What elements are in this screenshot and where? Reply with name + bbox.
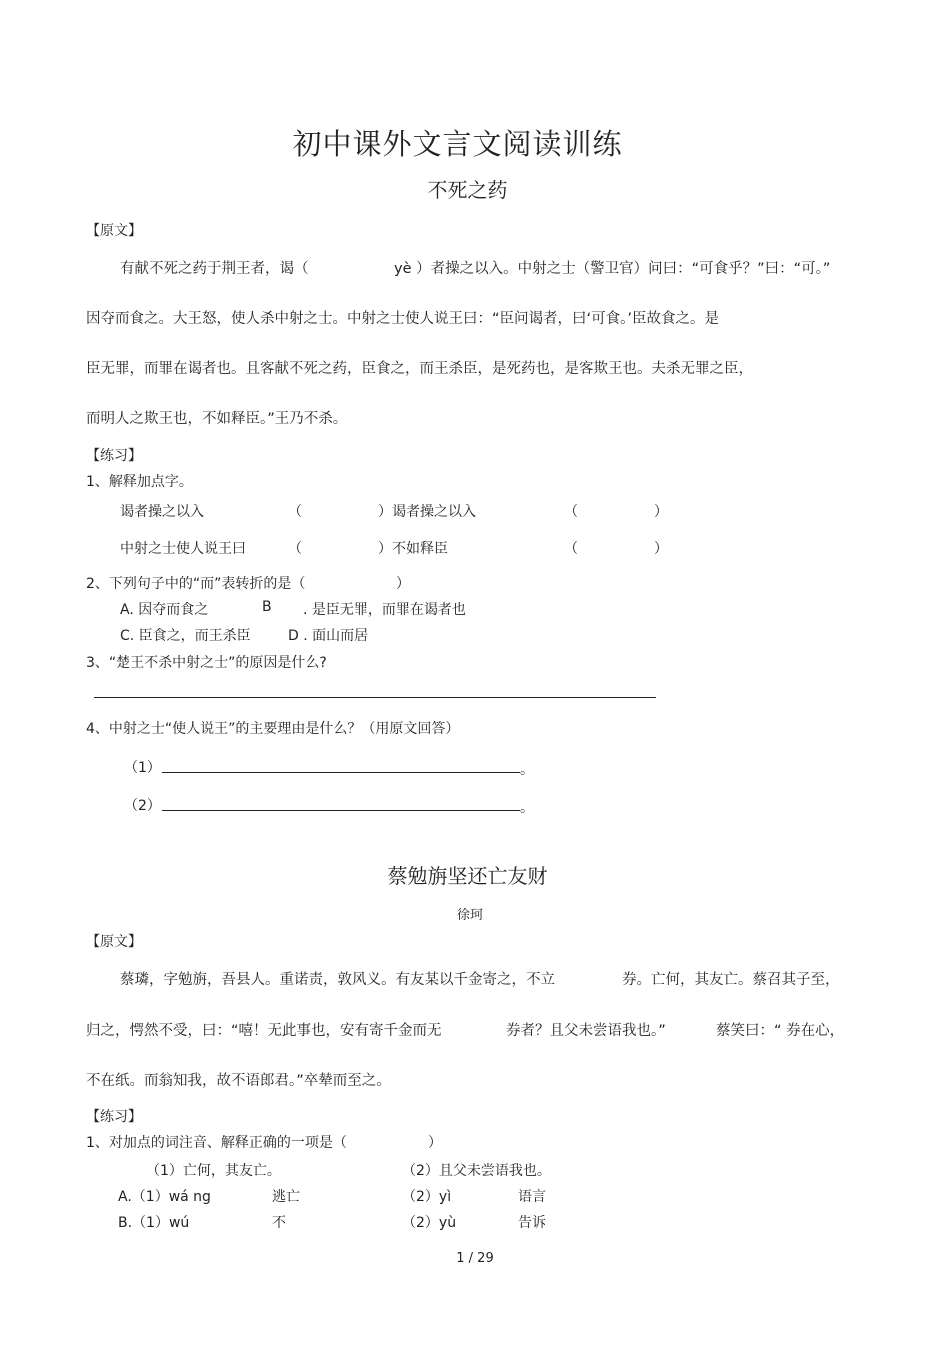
question-3: 3、“楚王不杀中射之士”的原因是什么? xyxy=(86,655,327,671)
answer-line[interactable] xyxy=(162,772,520,773)
answer-paren-open: （ xyxy=(288,541,302,557)
option-b-letter: B xyxy=(262,599,272,615)
paragraph-line: 归之，愕然不受，曰：“嘻！无此事也，安有寄千金而无 xyxy=(86,1023,442,1039)
option-b-meaning-2: 告诉 xyxy=(518,1215,546,1231)
paragraph-line: 券。亡何，其友亡。蔡召其子至， xyxy=(622,972,840,988)
q1-item: ）不如释臣 xyxy=(378,541,448,557)
option-b-part-2: （2）yù xyxy=(402,1215,457,1231)
answer-period: 。 xyxy=(520,762,534,778)
option-a-meaning-1: 逃亡 xyxy=(272,1189,300,1205)
question-1: 1、解释加点字。 xyxy=(86,474,193,490)
paragraph-line: 蔡笑曰：“ 券在心， xyxy=(716,1023,845,1039)
q1-item: （2）且父未尝语我也。 xyxy=(402,1163,551,1179)
paragraph-line: 臣无罪，而罪在谒者也。且客献不死之药，臣食之，而王杀臣，是死药也，是客欺王也。夫杀无罪之臣， xyxy=(86,361,753,377)
page-number: 1 / 29 xyxy=(456,1251,494,1266)
q1-item: 谒者操之以入 xyxy=(120,504,204,520)
section-title: 蔡勉旃坚还亡友财 xyxy=(387,864,548,888)
option-a: A.（1）wá ng xyxy=(118,1189,211,1205)
answer-paren-close: ） xyxy=(654,541,668,557)
option-a: A. 因夺而食之 xyxy=(120,602,209,618)
option-c: C. 臣食之，而王杀臣 xyxy=(120,628,251,644)
option-b: . 是臣无罪，而罪在谒者也 xyxy=(303,602,466,618)
q1-item: ）谒者操之以入 xyxy=(378,504,476,520)
answer-paren-close: ） xyxy=(428,1135,442,1151)
option-a-meaning-2: 语言 xyxy=(518,1189,546,1205)
answer-period: 。 xyxy=(520,800,534,816)
author: 徐珂 xyxy=(456,908,483,923)
answer-paren-open: （ xyxy=(564,504,578,520)
original-text-label: 【原文】 xyxy=(86,223,142,239)
option-b: B.（1）wú xyxy=(118,1215,190,1231)
paragraph-line: 券者？且父未尝语我也。” xyxy=(506,1023,666,1039)
paragraph-line: yè ）者操之以入。中射之士（警卫官）问曰：“可食乎？”曰：“可。” xyxy=(394,261,831,277)
section-title: 不死之药 xyxy=(427,178,508,202)
question-1: 1、对加点的词注音、解释正确的一项是（ xyxy=(86,1135,347,1151)
paragraph-line: 而明人之欺王也，不如释臣。”王乃不杀。 xyxy=(86,411,348,427)
paragraph-line: 因夺而食之。大王怒，使人杀中射之士。中射之士使人说王曰：“臣问谒者，曰‘可食。’臣故食之。是 xyxy=(86,311,719,327)
q1-item: 中射之士使人说王曰 xyxy=(120,541,246,557)
answer-line[interactable] xyxy=(94,697,656,698)
answer-paren-close: ） xyxy=(654,504,668,520)
paragraph-line: 不在纸。而翁知我，故不语郎君。”卒辇而至之。 xyxy=(86,1073,391,1089)
paragraph-line: 有献不死之药于荆王者，谒（ xyxy=(120,261,309,277)
answer-number: （1） xyxy=(124,760,161,776)
answer-paren-open: （ xyxy=(288,504,302,520)
answer-line[interactable] xyxy=(162,810,520,811)
answer-paren-close: ） xyxy=(396,576,410,592)
question-2: 2、下列句子中的“而”表转折的是（ xyxy=(86,576,306,592)
option-d: D . 面山而居 xyxy=(288,628,369,644)
exercise-label: 【练习】 xyxy=(86,1109,142,1125)
q1-item: （1）亡何，其友亡。 xyxy=(146,1163,281,1179)
answer-number: （2） xyxy=(124,798,161,814)
document-title: 初中课外文言文阅读训练 xyxy=(292,127,623,161)
question-4: 4、中射之士“使人说王”的主要理由是什么？（用原文回答） xyxy=(86,721,460,737)
answer-paren-open: （ xyxy=(564,541,578,557)
exercise-label: 【练习】 xyxy=(86,448,142,464)
option-a-part-2: （2）yì xyxy=(402,1189,452,1205)
option-b-meaning-1: 不 xyxy=(272,1215,286,1231)
paragraph-line: 蔡璘，字勉旃，吾县人。重诺责，敦风义。有友某以千金寄之，不立 xyxy=(120,972,555,988)
original-text-label: 【原文】 xyxy=(86,934,142,950)
